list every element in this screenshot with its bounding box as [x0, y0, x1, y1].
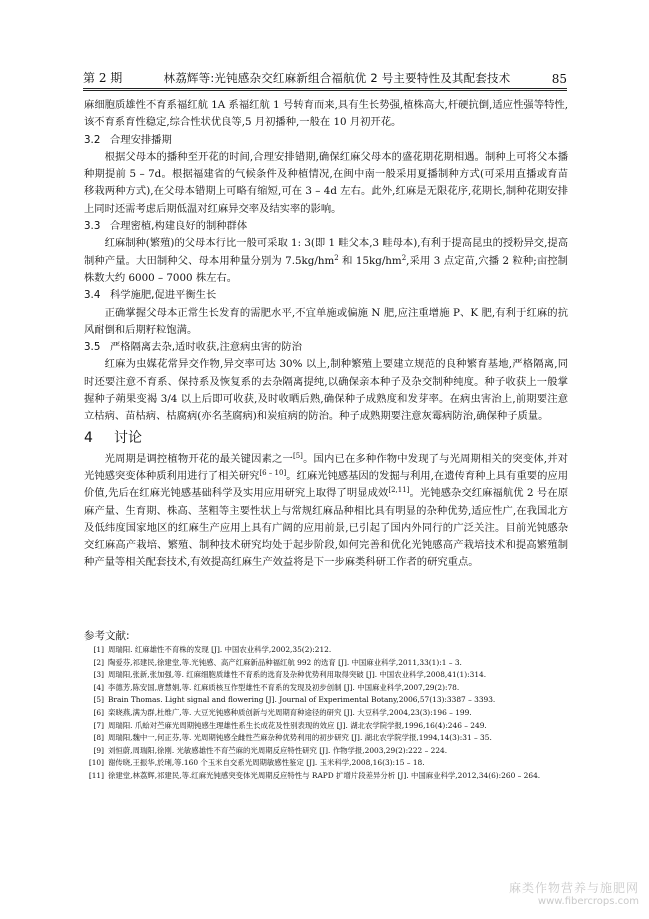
citation: [5]	[292, 451, 303, 460]
reference-item	[84, 682, 568, 695]
page-number: 85	[551, 72, 567, 86]
reference-number: [4]	[93, 682, 104, 692]
reference-number: [3]	[93, 670, 104, 680]
watermark-url: www.fibercrops.com	[537, 896, 639, 907]
reference-text: 周瑞阳. 爪蛤对苎麻光周期钝感生理雄性系生长成花及性别表现的效应 [J]. 湖北农学院学报,1996,16(4):246 – 249.	[108, 720, 487, 730]
reference-text: Brain Thomas. Light signal and flowering [J]. Journal of Experimental Botany,2006,57(13):3387 – 3393.	[108, 695, 496, 705]
reference-item	[84, 707, 568, 720]
reference-number: [10]	[88, 758, 104, 768]
section-3-5-paragraph: 红麻为虫媒花常异交作物,异交率可达 30% 以上,制种繁殖上要建立规范的良种繁育基地,严格隔离,同时还要注意不育系、保持系及恢复系的去杂隔离提纯,以确保亲本种子及杂交制种纯度。种子收获上一般掌握种子蒴果变褐 3/4 以上后即可收获,及时收晒后熟,确保种子成熟度和发芽率。在病虫害治上,前期要注意立枯病、苗枯病、枯腐病(亦名茎腐病)和炭疽病的防治。种子成熟期要注意灰霉病防治,确保种子质量。	[84, 358, 568, 423]
reference-number: [5]	[93, 695, 104, 705]
reference-item	[84, 757, 568, 770]
reference-text: 李德芳,陈安国,唐慧娟,等. 红麻质核互作型雄性不育系的发现及初步创制 [J]. 中国麻业科学,2007,29(2):78.	[108, 682, 460, 692]
reference-number: [1]	[93, 645, 104, 654]
reference-item	[84, 770, 568, 783]
article-body	[84, 97, 568, 572]
reference-number: [2]	[93, 657, 104, 667]
reference-item	[84, 644, 568, 657]
reference-item	[84, 669, 568, 682]
watermark	[509, 879, 639, 907]
reference-item	[84, 732, 568, 745]
section-3-3-paragraph: 红麻制种(繁殖)的父母本行比一般可采取 1: 3(即 1 畦父本,3 畦母本),有利于提高昆虫的授粉异交,提高制种产量。大田制种父、母本用种量分别为 $7.5kg/hm^2$ 和 $15kg/hm^2$,采用 3 点定苗,穴播 2 粒种;亩控制株数大约 6000 – 7000 株左右。	[84, 237, 568, 284]
reference-text: 栾晓燕,满为群,杜维广,等. 大豆光钝感种质创新与光周期育种途径的研究 [J]. 大豆科学,2004,23(3):196 – 199.	[108, 707, 472, 717]
reference-text: 谢传晓,王振华,於琍,等.160 个玉米自交系光周期敏感性鉴定 [J]. 玉米科学,2008,16(3):15 – 18.	[108, 758, 425, 768]
watermark-line1: 麻类作物营养与施肥网	[508, 881, 639, 895]
reference-text: 周瑞阳. 红麻雄性不育株的发现 [J]. 中国农业科学,2002,35(2):212.	[108, 645, 332, 654]
running-title: 林荔辉等:光钝感杂交红麻新组合福航优 2 号主要特性及其配套技术	[163, 71, 511, 85]
section-3-2-heading: 3.2 合理安排播期	[84, 133, 172, 146]
reference-number: [9]	[93, 745, 104, 755]
section-3-2-paragraph: 根据父母本的播种至开花的时间,合理安排错期,确保红麻父母本的盛花期花期相遇。制种上可将父本播种期提前 5 – 7d。根据福建省的气候条件及种植情况,在闽中南一般采用夏播制种方式(可采用直播或育苗移栽两种方式),在父母本错期上可略有缩短,可在 3 – 4d 左右。此外,红麻是无限花序,花期长,制种花期安排上同时还需考虑后期低温对红麻异交率及结实率的影响。	[84, 150, 568, 215]
reference-number: [6]	[93, 707, 104, 717]
reference-item	[84, 720, 568, 733]
reference-item	[84, 694, 568, 707]
discussion-paragraph: 光周期是调控植物开花的最关键因素之一[5]。国内已在多种作物中发现了与光周期相关的突变体,并对光钝感突变体种质利用进行了相关研究[6 – 10]。红麻光钝感基因的发掘与利用,在遗传育种上具有重要的应用价值,先后在红麻光钝感基础科学及实用应用研究上取得了明显成效[2,11]。光钝感杂交红麻福航优 2 号在原麻产量、生育期、株高、茎粗等主要性状上与常规红麻品种相比具有明显的杂种优势,适应性广,在我国北方及低纬度国家地区的红麻生产应用上具有广阔的应用前景,已引起了国内外同行的广泛关注。目前光钝感杂交红麻高产栽培、繁殖、制种技术研究均处于起步阶段,如何完善和优化光钝感高产栽培技术和提高繁殖制种产量等相关配套技术,有效提高红麻生产效益将是下一步麻类科研工作者的研究重点。	[84, 451, 568, 569]
section-4-heading: 4 讨论	[84, 429, 142, 446]
reference-number: [8]	[93, 733, 104, 743]
header-rule-top	[83, 88, 567, 89]
section-3-5-heading: 3.5 严格隔离去杂,适时收获,注意病虫害的防治	[84, 341, 302, 354]
reference-item	[84, 745, 568, 758]
header-rule-bottom	[83, 90, 567, 91]
reference-text: 周瑞阳,张新,张加强,等. 红麻细胞质雄性不育系的选育及杂种优势利用取得突破 [J]. 中国农业科学,2008,41(1):314.	[108, 670, 487, 680]
section-3-3-heading: 3.3 合理密植,构建良好的制种群体	[84, 220, 248, 233]
reference-list	[84, 644, 568, 783]
issue-number: 第 2 期	[83, 71, 123, 85]
citation: [2,11]	[388, 486, 410, 495]
reference-text: 徐建堂,林荔辉,祁建民,等.红麻光钝感突变体光周期反应特性与 RAPD 扩增片段差异分析 [J]. 中国麻业科学,2012,34(6):260 – 264.	[108, 770, 541, 780]
running-header	[83, 66, 567, 86]
citation: [6 – 10]	[259, 468, 287, 477]
section-3-4-paragraph: 正确掌握父母本正常生长发育的需肥水平,不宜单施或偏施 N 肥,应注重增施 P、K 肥,有利于红麻的抗风耐倒和后期籽粒饱满。	[84, 306, 568, 336]
reference-number: [11]	[88, 770, 104, 780]
reference-text: 陶爱芬,祁建民,徐建堂,等.光钝感、高产红麻新品种福红航 992 的选育 [J]. 中国麻业科学,2011,33(1):1 – 3.	[108, 657, 462, 667]
references-title: 参考文献:	[84, 630, 130, 642]
reference-text: 周瑞阳,魏中一,何正芬,等. 光周期钝感全雌性苎麻杂种优势利用的初步研究 [J]. 湖北农学院学报,1994,14(3):31 – 35.	[108, 733, 492, 743]
reference-item	[84, 657, 568, 670]
intro-paragraph: 麻细胞质雄性不育系福红航 1A 系福红航 1 号转育而来,具有生长势强,植株高大,杆硬抗倒,适应性强等特性,该不育系育性稳定,综合性状优良等,5 月初播种,一般在 10 月初开花。	[84, 99, 568, 129]
section-3-4-heading: 3.4 科学施肥,促进平衡生长	[84, 289, 217, 302]
reference-number: [7]	[93, 720, 104, 730]
reference-text: 刘恒蔚,周瑞阳,徐刚. 光敏感雄性不育苎麻的光周期反应特性研究 [J]. 作物学报,2003,29(2):222 – 224.	[108, 745, 448, 755]
